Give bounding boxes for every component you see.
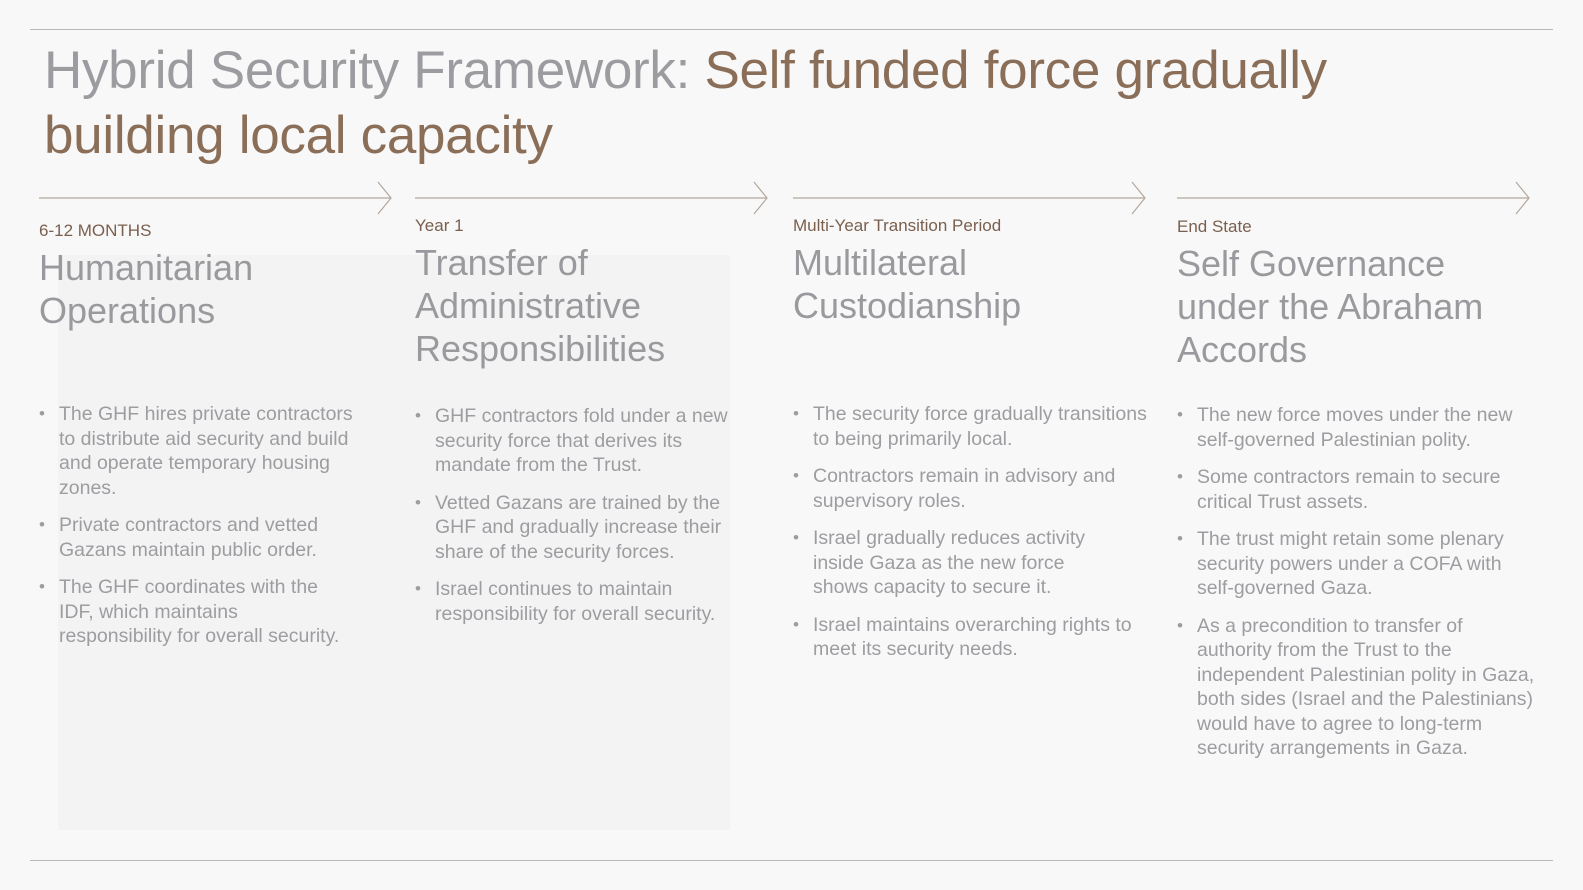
phase-humanitarian-operations <box>39 178 394 647</box>
list-item: • The GHF hires private contractors to distribute aid security and build and operate temporary housing zones. <box>39 402 354 500</box>
phase-eyebrow: Multi-Year Transition Period <box>793 216 1002 235</box>
list-item: • Israel continues to maintain responsibility for overall security. <box>415 577 740 626</box>
phase-eyebrow: 6-12 MONTHS <box>39 221 152 240</box>
list-item: • Contractors remain in advisory and supervisory roles. <box>793 464 1133 513</box>
list-item: • Some contractors remain to secure critical Trust assets. <box>1177 465 1517 514</box>
list-item: • The trust might retain some plenary security powers under a COFA with self-governed Gaza. <box>1177 527 1532 601</box>
list-item: • The GHF coordinates with the IDF, which maintains responsibility for overall security. <box>39 575 354 649</box>
timeline-arrow-icon <box>415 178 770 218</box>
list-item: • The security force gradually transitions to being primarily local. <box>793 402 1163 451</box>
phase-bullet-list <box>793 402 1163 675</box>
list-item: • Vetted Gazans are trained by the GHF and gradually increase their share of the security forces. <box>415 491 740 565</box>
phase-multilateral-custodianship <box>793 178 1148 660</box>
phase-bullet-list <box>1177 403 1535 774</box>
page-title <box>44 38 1504 168</box>
phase-self-governance <box>1177 178 1535 759</box>
phase-bullet-list <box>415 404 740 639</box>
timeline-arrow-icon <box>793 178 1148 218</box>
list-item: • The new force moves under the new self-governed Palestinian polity. <box>1177 403 1527 452</box>
phase-bullet-list <box>39 402 354 662</box>
phase-title: Humanitarian Operations <box>39 247 254 331</box>
bottom-divider <box>30 860 1553 861</box>
timeline-arrow-icon <box>1177 178 1532 218</box>
phase-eyebrow: Year 1 <box>415 216 464 235</box>
list-item: • Israel maintains overarching rights to meet its security needs. <box>793 613 1133 662</box>
phase-title: Self Governance under the Abraham Accords <box>1177 243 1484 370</box>
list-item: • GHF contractors fold under a new security force that derives its mandate from the Trust. <box>415 404 740 478</box>
title-lead: Hybrid Security Framework: <box>44 41 691 100</box>
phase-eyebrow: End State <box>1177 217 1252 236</box>
timeline-arrow-icon <box>39 178 394 218</box>
top-divider <box>30 29 1553 30</box>
list-item: • Private contractors and vetted Gazans maintain public order. <box>39 513 354 562</box>
phase-title: Multilateral Custodianship <box>793 242 1022 326</box>
phase-transfer-of-responsibilities <box>415 178 770 625</box>
title-emphasis: Self funded force gradually building local capacity <box>44 41 1327 165</box>
list-item: • Israel gradually reduces activity inside Gaza as the new force shows capacity to secure it. <box>793 526 1113 600</box>
list-item: • As a precondition to transfer of authority from the Trust to the independent Palestinian polity in Gaza, both sides (Israel and the Palestinians) would have to agree to long-term security arrangements in Gaza. <box>1177 614 1537 761</box>
phase-title: Transfer of Administrative Responsibilities <box>415 242 666 369</box>
